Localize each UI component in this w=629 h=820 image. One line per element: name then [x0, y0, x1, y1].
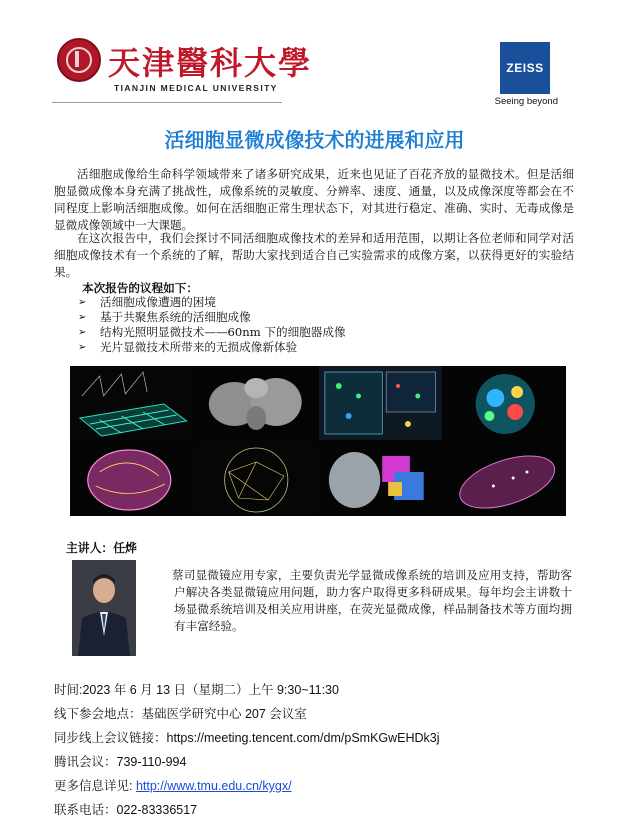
arrow-bullet-icon: ➢: [78, 312, 87, 323]
microscopy-image-cell-pink: [70, 442, 193, 516]
seal-ring: [66, 47, 92, 73]
agenda-item-text: 光片显微技术所带来的无损成像新体验: [100, 340, 298, 354]
more-info: [54, 776, 292, 794]
university-name-en: TIANJIN MEDICAL UNIVERSITY: [114, 83, 278, 93]
speaker-photo: [72, 560, 136, 656]
microscopy-image-cells-grid: [319, 366, 442, 440]
agenda-item-text: 基于共聚焦系统的活细胞成像: [100, 310, 251, 324]
microscopy-image-brain: [195, 366, 318, 440]
page-title: 活细胞显微成像技术的进展和应用: [164, 130, 465, 152]
university-seal-icon: [57, 38, 101, 82]
event-location: 线下参会地点：基础医学研究中心 207 会议室: [54, 707, 307, 721]
arrow-bullet-icon: ➢: [78, 297, 87, 308]
microscopy-image-embryo: [444, 366, 567, 440]
zeiss-logo: ZEISS: [500, 42, 550, 94]
intro-paragraph-1: 活细胞成像给生命科学领域带来了诸多研究成果，近来也见证了百花齐放的显微技术。但是活细胞显微成像本身充满了挑战性，成像系统的灵敏度、分辨率、速度、通量，以及成像深度等都会在不同程度上影响活细胞成像。如何在活细胞正常生理状态下，对其进行稳定、准确、实时、无毒成像是显微成像领域中一大课题。: [54, 167, 574, 232]
contact-phone: 联系电话：022-83336517: [54, 803, 198, 817]
more-info-link[interactable]: http://www.tmu.edu.cn/kygx/: [135, 779, 292, 793]
microscopy-image-blob: [319, 442, 442, 516]
list-item: [78, 340, 346, 355]
seal-emblem: [75, 51, 79, 67]
event-time: 时间:2023 年 6 月 13 日（星期二）上午 9:30~11:30: [54, 683, 339, 697]
microscopy-image-elongated: [444, 442, 567, 516]
speaker-bio: 蔡司显微镜应用专家，主要负责光学显微成像系统的培训及应用支持，帮助客户解决各类显微镜应用问题，助力客户取得更多科研成果。每年均会主讲数十场显微系统培训及相关应用讲座，在荧光显微成像，样品制备技术等方面均拥有丰富经验。: [172, 568, 572, 633]
speaker-heading: 主讲人：任烨: [66, 541, 137, 555]
agenda-heading: 本次报告的议程如下：: [82, 281, 198, 295]
header: [52, 30, 572, 110]
agenda-item-text: 结构光照明显微技术——60nm 下的细胞器成像: [100, 325, 346, 339]
arrow-bullet-icon: ➢: [78, 327, 87, 338]
tencent-meeting-id: 腾讯会议：739-110-994: [54, 755, 187, 769]
agenda-item-text: 活细胞成像遭遇的困境: [100, 295, 216, 309]
header-divider: [52, 102, 282, 103]
agenda-list: [78, 295, 346, 355]
microscopy-image-collage: [70, 366, 566, 516]
online-meeting-link[interactable]: 同步线上会议链接：https://meeting.tencent.com/dm/pSmKGwEHDk3j: [54, 731, 440, 745]
arrow-bullet-icon: ➢: [78, 342, 87, 353]
list-item: [78, 295, 346, 310]
microscopy-image-network: [195, 442, 318, 516]
list-item: [78, 310, 346, 325]
microscopy-image-mesh: [70, 366, 193, 440]
more-info-label: 更多信息详见:: [54, 779, 136, 793]
brand-tagline: Seeing beyond: [494, 96, 558, 107]
intro-paragraph-2: 在这次报告中，我们会探讨不同活细胞成像技术的差异和适用范围，以期让各位老师和同学对活细胞成像技术有一个系统的了解，帮助大家找到适合自己实验需求的成像方案，以获得更好的实验结果。: [54, 231, 574, 279]
list-item: [78, 325, 346, 340]
university-name-cn: 天津醫科大學: [108, 44, 313, 82]
